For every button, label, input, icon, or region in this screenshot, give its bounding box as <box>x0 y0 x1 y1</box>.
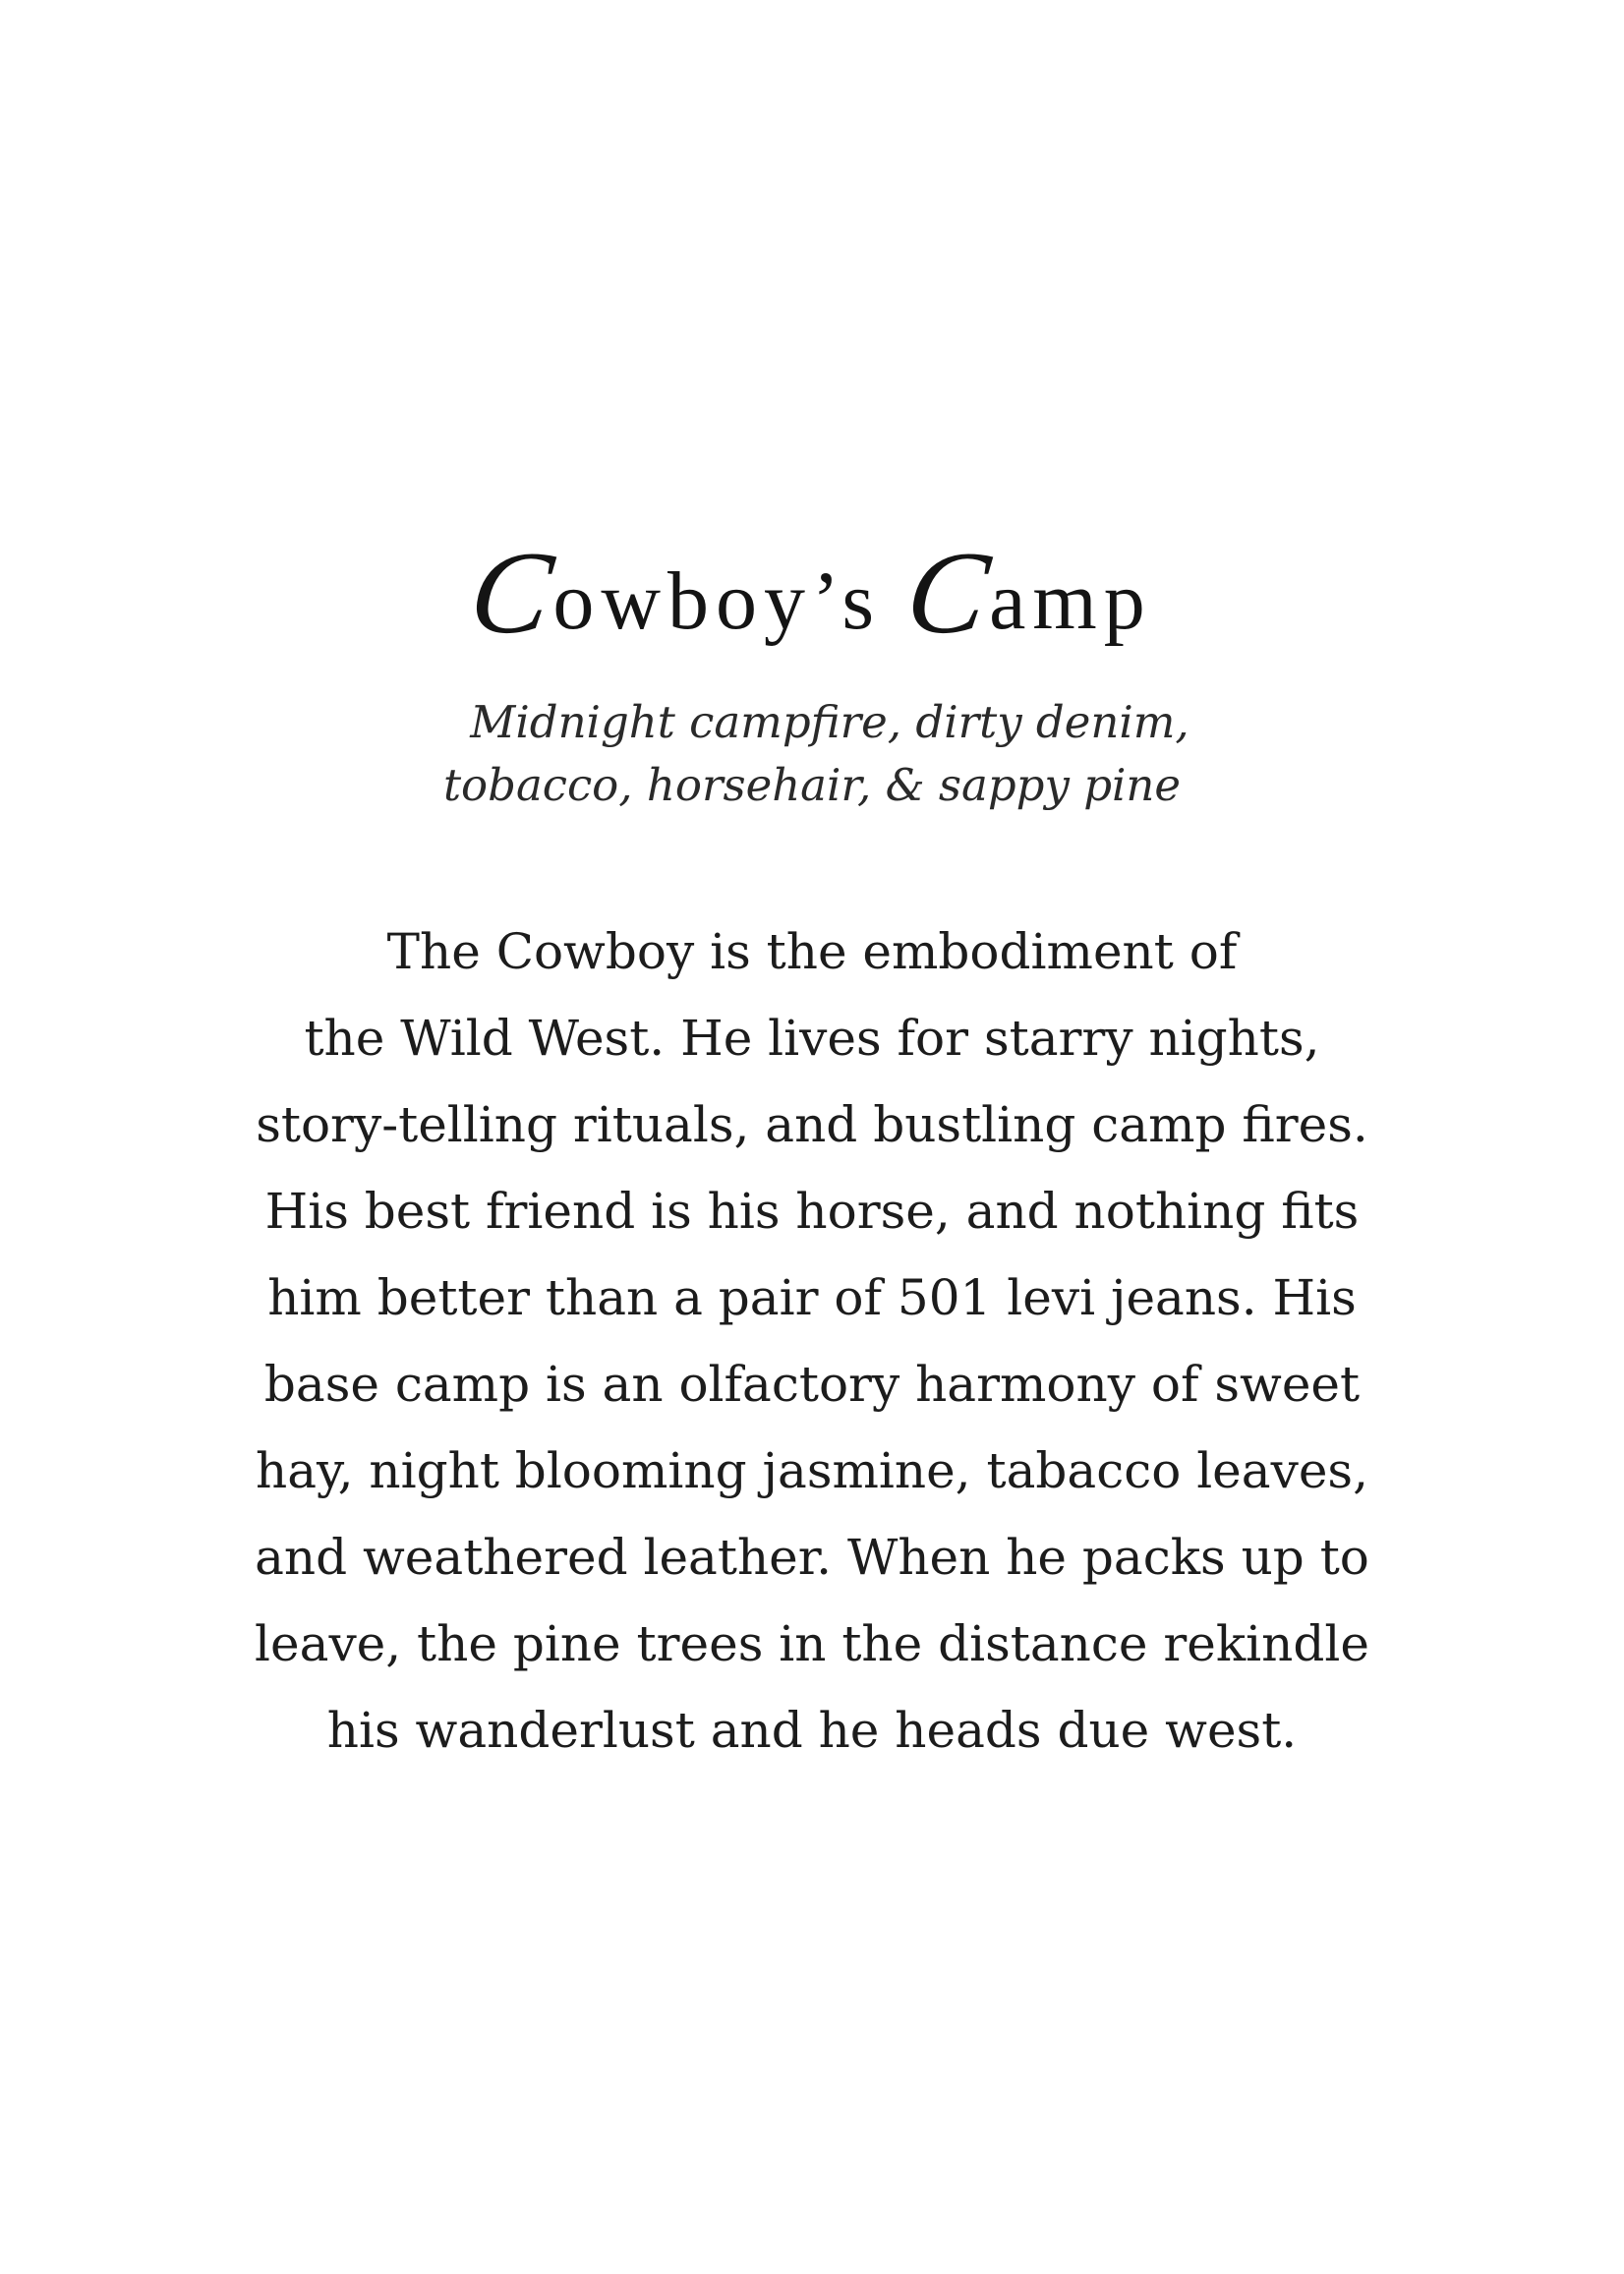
description-line: The Cowboy is the embodiment of <box>386 923 1238 980</box>
scent-notes <box>0 691 1624 817</box>
description-line: story-telling rituals, and bustling camp fires. <box>256 1096 1368 1153</box>
description-line: the Wild West. He lives for starry nights, <box>304 1010 1320 1067</box>
title-word-2: amp <box>989 555 1152 647</box>
description-line: leave, the pine trees in the distance rekindle <box>255 1615 1369 1672</box>
title-word-1: owboy’s <box>552 555 882 647</box>
scent-notes-line: tobacco, horsehair, & sappy pine <box>442 759 1182 811</box>
page-title <box>0 527 1624 658</box>
description-paragraph <box>0 908 1624 1774</box>
description-line: him better than a pair of 501 levi jeans. His <box>267 1269 1357 1326</box>
description-line: His best friend is his horse, and nothing fits <box>264 1183 1360 1240</box>
description-line: hay, night blooming jasmine, tabacco leaves, <box>256 1442 1368 1499</box>
title-initial-1: C <box>463 527 560 658</box>
description-line: his wanderlust and he heads due west. <box>326 1702 1298 1759</box>
title-initial-2: C <box>899 527 997 658</box>
description-line: and weathered leather. When he packs up to <box>255 1529 1369 1586</box>
scent-notes-line: Midnight campfire, dirty denim, <box>470 696 1189 748</box>
description-line: base camp is an olfactory harmony of sweet <box>263 1356 1361 1413</box>
